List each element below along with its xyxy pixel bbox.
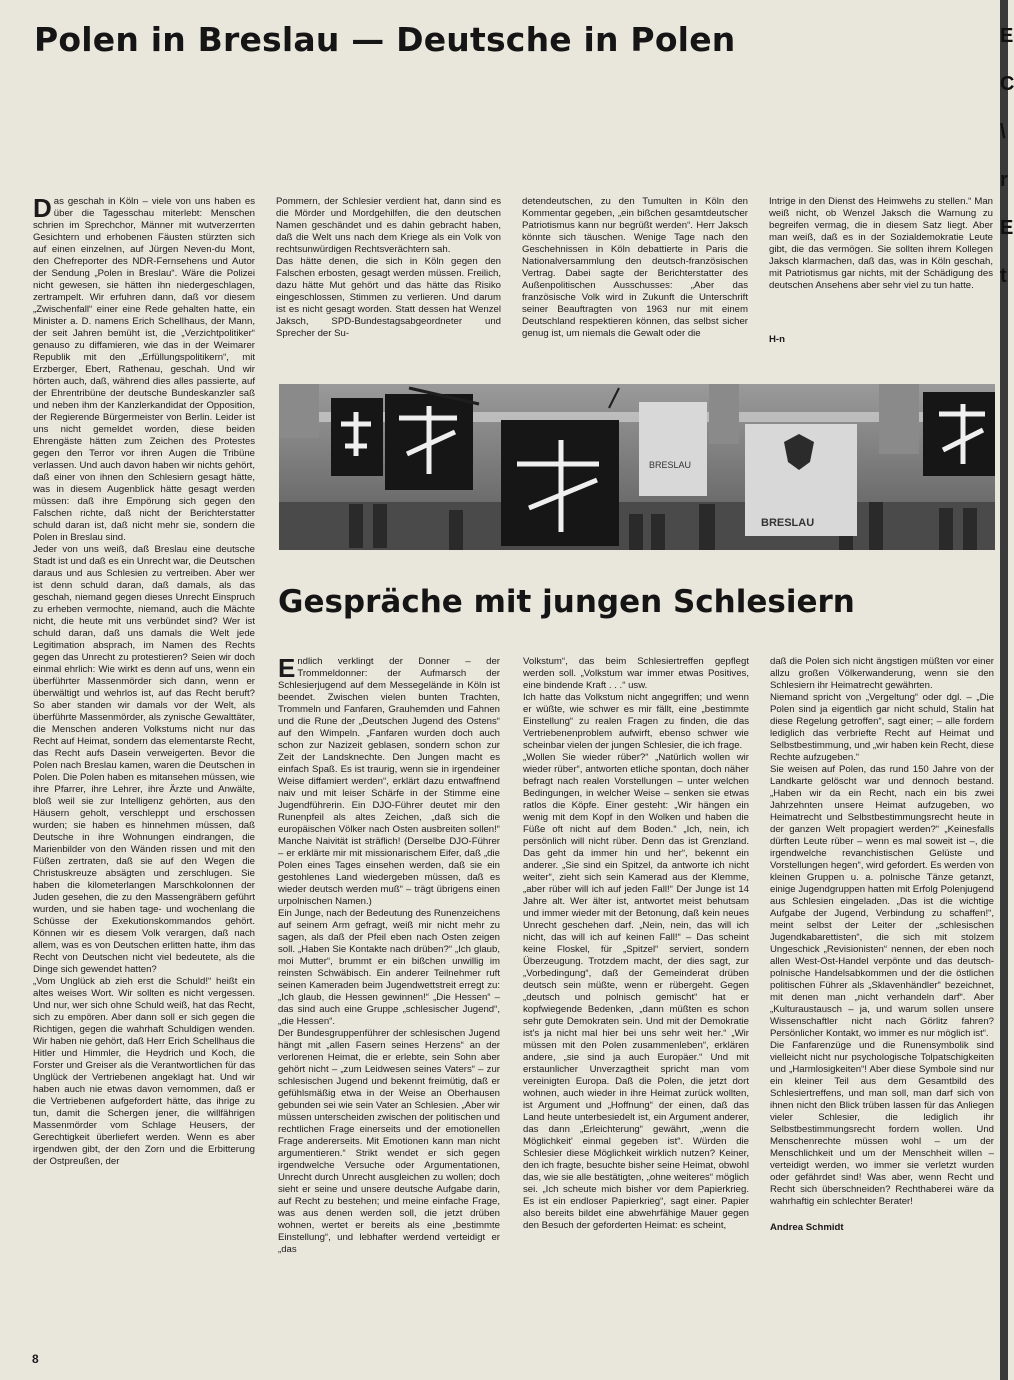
edge-letter: t [1000, 265, 1007, 287]
article1-paragraph: Intrige in den Dienst des Heimwehs zu stellen.“ Man weiß nicht, ob Wenzel Jaksch die Warnung zu begreifen vermag, die in diesem Satz liegt. Aber man weiß, daß es in der Sozialdemokratie Leute gibt, die das vermögen. Sie sollten ihrem Kollegen Jaksch klarmachen, daß das, was in Köln geschah, mit Patriotismus gar nichts, mit der Schädigung des deutschen Ansehens aber sehr viel zu tun hatte. [769, 196, 993, 291]
article1-paragraph: Pommern, der Schlesier verdient hat, dann sind es die Mörder und Mordgehilfen, die den deutschen Namen geschändet und es dahin gebracht haben, daß die Welt uns nach dem Kriege als ein Volk von rechtsunwürdigen Rechtsverächtern sah. [276, 196, 501, 255]
edge-letter: r [1000, 169, 1008, 191]
article1-paragraph [33, 193, 255, 544]
edge-letter: E [1000, 25, 1014, 47]
article2-paragraph [278, 653, 500, 908]
article1-paragraph: detendeutschen, zu den Tumulten in Köln den Kommentar gegeben, „ein bißchen gesamtdeutscher Patriotismus kann nur begrüßt werden“. Herr Jaksch könnte sich täuschen. Wenige Tage nach den Geschehnissen in Köln debattierte in Paris die Nationalversammlung den deutsch-französischen Vertrag. Dabei sagte der Berichterstatter des Außenpolitischen Ausschusses: „Aber das französische Volk wird in Zukunft die Unterschrift seiner Beauftragten von 1963 nur mit einem Deutschland respektieren können, das selbst sicher genug ist, um niemals die Gewalt oder die [522, 196, 748, 339]
banner-sign-text: BRESLAU [761, 517, 815, 529]
article2-column-2 [278, 653, 500, 1342]
article2-text: ndlich verklingt der Donner – der Trommeldonner: der Aufmarsch der Schlesierjugend auf dem Messegelände in Köln ist beendet. Zwischen vielen bunten Trachten, Trommeln und Fanfaren, Grauhemden und Fahnen und die Rune der „Deutschen Jugend des Ostens“ auf den Wimpeln. „Fanfaren wurden doch auch schon zur Nazizeit geblasen, sondern schon zur Zeit der Landsknechte. Den Jungen macht es einfach Spaß. Es ist traurig, wenn sie in irgendeiner Weise diffamiert werden“, erklärt dazu entwaffnend naiv und mit leiser Schärfe in der Stimme eine Jugendführerin. Ein DJO-Führer deutet mir den Runenpfeil als altes Zeichen, „daß sich die europäischen Völker nach Osten ausbreiten sollen!“ Manche Naivität ist sträflich! (Derselbe DJO-Führer – er erklärte mir mit missionarischem Eifer, daß „die Polen eines Tages einsehen werden, daß sie ein gestohlenes Land wiedergeben müssen, daß es wieder deutsch werden muß“ – trägt übrigens einen urpolnischen Namen.) [278, 656, 500, 907]
article1-signature: H-n [769, 334, 785, 345]
banner-photo [279, 384, 995, 550]
article2-headline: Gespräche mit jungen Schlesiern [278, 584, 855, 620]
article2-paragraph: Die Fanfarenzüge und die Runensymbolik sind vielleicht nicht nur psychologische Tolpatschigkeiten und „Harmlosigkeiten“! Aber diese Symbole sind nur ein kleiner Teil aus dem Gesamtbild des Schlesiertreffens, und man soll, man darf sich von ihnen nicht den Blick trüben lassen für das Anliegen vieler Schlesier, die lediglich ihr Selbstbestimmungsrecht fordern wollen. Und Menschenrechte müssen wohl – um der Menschlichkeit und um der Menschheit willen – verteidigt werden, wo immer sie verletzt wurden oder gefährdet sind! Was aber, wenn Recht und Recht sich überschneiden? Rechthaberei wäre da wahrhaftig ein schlechter Berater! [770, 1040, 994, 1207]
article2-paragraph: Der Bundesgruppenführer der schlesischen Jugend hängt mit „allen Fasern seines Herzens“ an der verlorenen Heimat, die er erlebte, sein Sohn aber gehört nicht – „zum Leidwesen seines Vaters“ – zur schlesischen Jugend und bekennt freimütig, daß er gefühlsmäßig etwa in der Weise an Oberhausen gebunden sei wie sein Vater an Schlesien. „Aber wir müssen unterscheiden zwischen der politischen und rechtlichen Frage einerseits und der emotionellen Frage andererseits. Mit Emotionen kann man nicht argumentieren.“ Strikt wendet er sich gegen irgendwelche Versuche oder Argumentationen, Unrecht durch Unrecht ausgleichen zu wollen; doch sieht er seine und unsere deutsche Aufgabe darin, auf Recht zu bestehen; und meine einfache Frage, was aus denen werden soll, die jetzt drüben wohnen, wertet er bereits als eine „bestimmte Einstellung“, und lebhafter werdend verteidigt er „das [278, 1028, 500, 1255]
article2-signature: Andrea Schmidt [770, 1222, 844, 1233]
banner-sign-text: BRESLAU [649, 460, 692, 470]
article2-paragraph: Volkstum“, das beim Schlesiertreffen gepflegt werden soll. „Volkstum war immer etwas Positives, eine bindende Kraft . . .“ usw. [523, 656, 749, 691]
article2-column-3 [523, 656, 749, 1342]
article2-paragraph: daß die Polen sich nicht ängstigen müßten vor einer allzu großen Völkerwanderung, wenn sie den Schlesiern ihr Heimatrecht gewährten. [770, 656, 994, 691]
article2-column-4 [770, 656, 994, 1342]
banner-photo-graphic [279, 384, 995, 550]
article1-column-1 [33, 193, 255, 1342]
dropcap: D [33, 193, 52, 223]
adjacent-page-letters [1000, 12, 1014, 300]
edge-letter: C [1000, 73, 1014, 95]
article2-paragraph: Ein Junge, nach der Bedeutung des Runenzeichens auf seinem Arm gefragt, weiß mir nicht mehr zu sagen, als daß der Pfeil eben nach Osten zeigen soll. „Haben Sie Kontakte nach drüben?“ „Ich glaub, moi Mutter“, brummt er ein bißchen unwillig im reinsten Schwäbisch. Ein anderer Teilnehmer ruft seinen Kameraden beim Jugendwettstreit erregt zu: „Ich glaub, die Hessen gewinnen!“ „Die Hessen“ – das sind auch eine Gruppe „schlesischer Jugend“, „die Hessen“. [278, 908, 500, 1027]
article2-paragraph: Sie weisen auf Polen, das rund 150 Jahre von der Landkarte gelöscht war und dennoch bestand. „Haben wir da ein Recht, nach ein bis zwei Jahrzehnten unsere Heimat aufzugeben, wo Heimatrecht und Selbstbestimmungsrecht heute in der ganzen Welt propagiert werden?“ „Keinesfalls dürften Leute rüber – wenn es mal soweit ist –, die irgendwelche revanchistischen Gelüste und Vorstellungen hegen“, wird gefordert. Es werden von kleinen Gruppen u. a. polnische Tänze getanzt, einige Jugendgruppen hatten mit Erfolg Polenjugend aus Schlesien eingeladen. „Das ist die wichtige Aufgabe der Jugend, Verbindung zu schaffen!“, meint selbst der Leiter der „schlesischen Jugendkabarettisten“, die sich mit stolzem Ungeschick „Revisionisten“ nennen, der eben noch allen West-Ost-Handel verpönte und das deutsch-polnische Handelsabkommen und der die östlichen politischen Führer als „Sklavenhändler“ bezeichnet, mit denen man „nicht verhandeln darf“. Aber „Kulturaustausch – ja, und warum sollen unsere Wissenschaftler nicht nach Görlitz fahren? Persönlicher Kontakt, wo immer es nur möglich ist“. [770, 764, 994, 1039]
edge-letter: \ [1000, 121, 1006, 143]
article1-column-3 [522, 196, 748, 376]
article2-paragraph: „Wollen Sie wieder rüber?“ „Natürlich wollen wir wieder rüber“, antworten etliche spontan, doch näher befragt nach realen Vorstellungen – unter welchen Bedingungen, in welcher Weise – senken sie etwas ratlos die Köpfe. Einer gesteht: „Wir hängen ein wenig mit dem Kopf in den Wolken und haben die Füße oft nicht auf dem Boden.“ „Ich, nein, ich persönlich will nicht rüber. Denn das ist Grenzland. Das geht da immer hin und her“, bekennt ein anderer. „Sie sind ein Spitzel, da antworte ich nicht weiter“, zieht sich sein Kamerad aus der Klemme, „aber rüber will ich auf jeden Fall!“ Der Junge ist 14 Jahre alt. Wer älter ist, antwortet meist behutsam und immer wieder mit der Betonung, daß kein neues Unrecht geschehen darf. „Nein, nein, das will ich nicht, das will ich auf keinen Fall!“ – Das scheint keine Floskel, für „Spitzel“ serviert, sondern Überzeugung. Trotzdem macht, der dies sagt, zur „Vorbedingung“, daß der Gemeinderat drüben deutsch sein müßte, wenn er rübergeht. Gegen „deutsch und polnisch gemischt“ hat er kopfwiegende Bedenken, „dann müßten es schon sehr gute Demokraten sein. Und mit der Demokratie ist's ja nicht mal hier bei uns sehr weit her.“ „Wir müssen mit den Polen zusammenleben“, erklären andere, „sie sind ja auch Europäer.“ Und mit erstaunlicher Unverzagtheit spricht man vom vereinigten Europa. Daß die Polen, die jetzt dort wohnen, auch wieder in ihre Heimat zurück wollten, ist Argument und „Hoffnung“ der einen, daß das Land heute unterbesiedelt ist, ein Argument anderer, das dann „Erleichterung“ gewährt, „wenn die Möglichkeit' einmal gegeben ist“. Würden die Schlesier diese Möglichkeit wirklich nutzen? Keiner, den ich fragte, besuchte bisher seine Heimat, obwohl das, wie sie alle bestätigten, „ohne weiteres“ möglich sei. „Ich scheute mich bisher vor dem Papierkrieg. Es ist ein endloser Papierkrieg“, sagt einer. Papier also bereits bildet eine abwehrfähige Mauer gegen den Besuch der geforderten Heimat: es scheint, [523, 752, 749, 1231]
article1-text: as geschah in Köln – viele von uns haben es über die Tagesschau miterlebt: Menschen schrien im Sprechchor, Männer mit wutverzerrten Gesichtern und erhobenen Fäusten stürzten sich auf einen einzelnen, auf Jürgen Neven-du Mont, den Chefreporter des NDR-Fernsehens und Autor der Sendung „Polen in Breslau“. Wäre die Polizei nicht gewesen, sie hätten ihn niedergeschlagen, zertrampelt. Wir erfuhren dann, daß vor diesem „Zwischenfall“ einer eine Rede gehalten hatte, ein Minister a. D. namens Erich Schellhaus, der Mann, der seit Jahren bemüht ist, die „Verzichtpolitiker“ genauso zu diffamieren, wie das in der Weimarer Republik mit den „Erfüllungspolitikern“, mit Erzberger, Ebert, Rathenau, geschah. Und wir hörten auch, daß, während dies alles passierte, auf der Ehrentribüne der deutsche Bundeskanzler saß und neben ihm der Kanzlerkandidat der Opposition, der Regierende Bürgermeister von Berlin. Leider ist uns nicht gemeldet worden, diese beiden Ehrengäste hätten zum Zeichen des Protestes gegen den Terror vor ihren Augen die Tribüne verlassen. Und auch davon haben wir nichts gehört, daß einer von ihnen den Schlesiern gesagt hätte, was in diesem Augenblick hätte gesagt werden müssen: daß ihre Empörung sich gegen den Falschen richte, daß nicht der Berichterstatter schuld daran ist, daß nicht mehr sie, sondern die Polen in Breslau sind. [33, 196, 255, 543]
edge-letter: E [1000, 217, 1014, 239]
article1-paragraph: „Vom Unglück ab zieh erst die Schuld!“ heißt ein altes weises Wort. Wir sollten es nicht vergessen. Und nur, wer sich ohne Schuld weiß, hat das Recht, sich zu empören. Aber dann soll er sich gegen die Richtigen, gegen die wahrhaft Schuldigen wenden. Wir haben nie gehört, daß Herr Erich Schellhaus die Hitler und Himmler, die Heydrich und Koch, die Forster und Greiser als die Verantwortlichen für das Unglück der Vertriebenen angeklagt hat. Und wir haben auch nie etwas davon vernommen, daß er die Vertriebenen aufgefordert hätte, das ihrige zu tun, damit die Schergen jener, die willfährigen Massenmörder vom Schlage Heusers, der Gerechtigkeit überliefert werden. Wenn es aber irgendwen gibt, der den Zorn und die Erbitterung der Ostpreußen, der [33, 976, 255, 1167]
article1-headline: Polen in Breslau — Deutsche in Polen [34, 20, 736, 59]
article1-paragraph: Das hätte denen, die sich in Köln gegen den Falschen erbosten, gesagt werden müssen. Freilich, dazu hätte Mut gehört und das hätte das Risiko eingeschlossen, Stimmen zu verlieren. Und darum ist es nicht gesagt worden. Statt dessen hat Wenzel Jaksch, SPD-Bundestagsabgeordneter und Sprecher der Su- [276, 256, 501, 339]
article1-column-2 [276, 196, 501, 376]
article2-paragraph: Niemand spricht von „Vergeltung“ oder dgl. – „Die Polen sind ja eigentlich gar nicht schuld, Stalin hat diese Regelung getroffen“, sagt einer; – alle fordern lediglich das verbriefte Recht auf Heimat und Selbstbestimmung, und „wir haben kein Recht, diese Rechte aufzugeben.“ [770, 692, 994, 763]
article1-column-4 [769, 196, 993, 376]
dropcap: E [278, 653, 296, 683]
article2-paragraph: Ich hatte das Volkstum nicht angegriffen; und wenn er wüßte, wie schwer es mir fällt, eine „bestimmte Einstellung“ zu realen Fragen zu finden, die das Vertriebenenproblem aufwirft, ebenso schwer wie scheinbar vielen der jungen Schlesier, die ich frage. [523, 692, 749, 751]
article1-paragraph: Jeder von uns weiß, daß Breslau eine deutsche Stadt ist und daß es ein Unrecht war, die Deutschen daraus und aus Schlesien zu vertreiben. Aber wer ist denn schuld daran, daß damals, als das geschah, niemand gegen dieses Unrecht Einspruch zu erheben vermochte, niemand, auch die Mächte nicht, die heute mit uns verbündet sind? Wer ist schuld daran, daß uns damals die Welt jede Legitimation absprach, im Namen des Rechts gegen das Unrecht zu protestieren? Seien wir doch einmal ehrlich: Wie wirkt es denn auf uns, wenn ein überführter Massenmörder sich dann, wenn er überwältigt und wehrlos ist, auf das Recht beruft? So aber standen wir damals vor der Welt, als überführte Massenmörder, als zynische Gewalttäter, die Menschen anderen Volkstums nicht nur das Recht auf Heimat, sondern das elementarste Recht, das Recht aufs Dasein verweigerten. Bevor die Polen nach Breslau kamen, waren die Deutschen in Polen. Die Polen haben es mitansehen müssen, wie ihre Pfarrer, ihre Lehrer, ihre Ärzte und Anwälte, bloß weil sie zur Intelligenz gehörten, aus den Häusern geholt, verschleppt und erschossen wurden; sie haben es hinnehmen müssen, daß Deutsche in ihre Wohnungen eindrangen, die Marienbilder von den Wänden rissen und mit den Füßen zertraten, daß sie auf den Wegen die Christuskreuze absägten und zerschlugen. Sie haben die kilometerlangen Marschkolonnen der Juden gesehen, die zu den Massengräbern geführt wurden, und sie haben tage- und wochenlang die Schüsse der Exekutionskommandos gehört. Können wir es diesem Volk verargen, daß nach allem, was es von Deutschen erlitten hatte, ihm das Recht von Deutschen nicht viel bedeutete, als die Dinge sich gewendet hatten? [33, 544, 255, 975]
page-number: 8 [32, 1352, 39, 1366]
